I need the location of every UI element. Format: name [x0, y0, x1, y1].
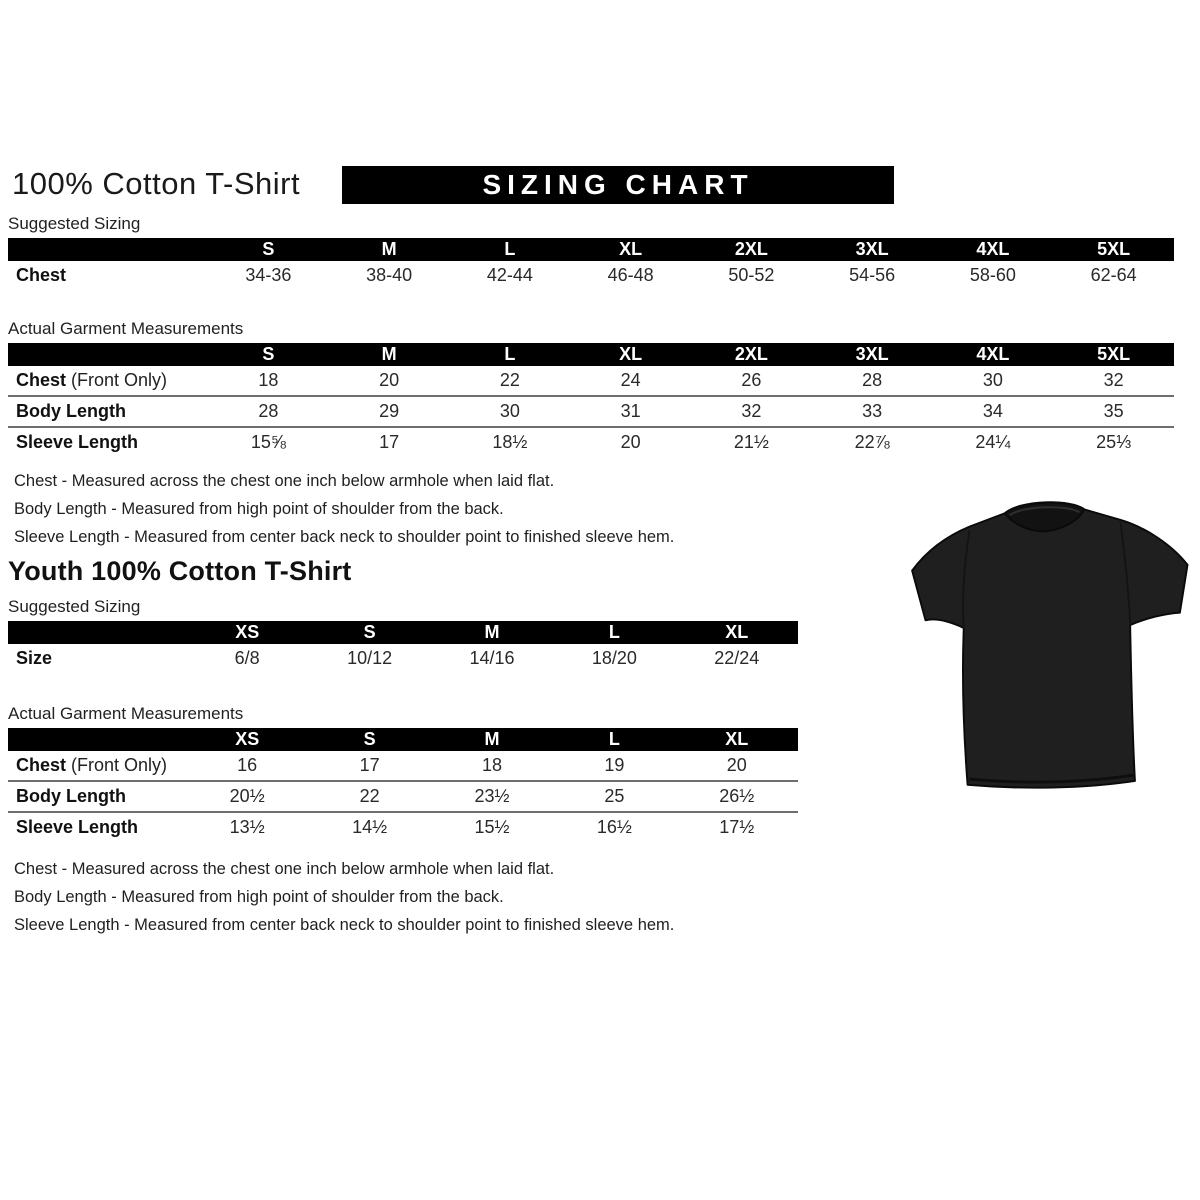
size-column-header: 2XL [691, 343, 812, 366]
measurement-value: 22 [499, 370, 520, 390]
measurement-value: 32 [1103, 370, 1124, 390]
size-column-header: XS [186, 728, 308, 751]
row-label: Body Length [16, 401, 126, 421]
size-header-row [8, 238, 1174, 261]
size-column-header: S [308, 621, 430, 644]
youth-measurements-table [8, 728, 798, 842]
size-column-header: XL [676, 728, 798, 751]
youth-suggested-label: Suggested Sizing [8, 597, 141, 616]
header-spacer [8, 621, 186, 644]
measurement-value: 17 [359, 755, 380, 775]
row-label: Chest [16, 370, 67, 390]
note-chest: Chest - Measured across the chest one inch below armhole when laid flat. [14, 472, 555, 490]
measurement-value: 46-48 [607, 265, 654, 285]
row-label-cell [8, 396, 208, 427]
row-label: Sleeve Length [16, 817, 139, 837]
measurement-value: 31 [620, 401, 641, 421]
size-column-header: XL [570, 238, 691, 261]
measurement-value: 34-36 [245, 265, 292, 285]
measurement-value: 14/16 [469, 648, 515, 668]
measurement-value: 23½ [474, 786, 510, 806]
measurement-value: 26 [741, 370, 762, 390]
size-column-header: 3XL [812, 343, 933, 366]
row-label-cell [8, 812, 186, 842]
table-row [8, 427, 1174, 457]
measurement-value: 33 [862, 401, 883, 421]
measurement-value: 15½ [474, 817, 510, 837]
measurement-value: 18/20 [591, 648, 637, 668]
adult-suggested-label: Suggested Sizing [8, 214, 141, 233]
size-column-header: M [329, 238, 450, 261]
adult-measurements-label: Actual Garment Measurements [8, 319, 244, 338]
measurement-value: 22⅞ [854, 432, 890, 452]
size-column-header: 3XL [812, 238, 933, 261]
measurement-value: 15⅝ [250, 432, 286, 452]
measurement-value: 58-60 [969, 265, 1016, 285]
measurement-value: 17½ [719, 817, 755, 837]
row-label-suffix: (Front Only) [66, 755, 168, 775]
note-chest: Chest - Measured across the chest one inch below armhole when laid flat. [14, 860, 555, 878]
size-column-header: M [431, 728, 553, 751]
row-label: Chest [16, 265, 67, 285]
measurement-value: 62-64 [1090, 265, 1137, 285]
measurement-value: 14½ [352, 817, 388, 837]
size-column-header: S [208, 238, 329, 261]
measurement-value: 30 [982, 370, 1003, 390]
tshirt-product-image [893, 476, 1199, 822]
row-label: Body Length [16, 786, 126, 806]
youth-suggested-table [8, 621, 798, 673]
measurement-value: 22/24 [714, 648, 760, 668]
measurement-value: 16½ [596, 817, 632, 837]
note-sleeve-length: Sleeve Length - Measured from center back neck to shoulder point to finished sleeve hem. [14, 528, 675, 546]
measurement-value: 24¼ [975, 432, 1011, 452]
tshirt-icon [893, 476, 1199, 822]
measurement-value: 50-52 [728, 265, 775, 285]
measurement-value: 18½ [492, 432, 528, 452]
row-label-cell [8, 261, 208, 290]
row-label-cell [8, 781, 186, 812]
size-column-header: L [553, 728, 675, 751]
table-row [8, 366, 1174, 396]
header-spacer [8, 728, 186, 751]
header-spacer [8, 343, 208, 366]
table-row [8, 644, 798, 673]
size-column-header: 4XL [933, 238, 1054, 261]
youth-measurements-label: Actual Garment Measurements [8, 704, 244, 723]
size-column-header: XS [186, 621, 308, 644]
measurement-value: 32 [741, 401, 762, 421]
table-row [8, 751, 798, 781]
size-column-header: L [450, 238, 571, 261]
measurement-value: 28 [862, 370, 883, 390]
size-column-header: S [208, 343, 329, 366]
table-row [8, 396, 1174, 427]
measurement-value: 22 [359, 786, 380, 806]
measurement-value: 20½ [229, 786, 265, 806]
measurement-value: 13½ [229, 817, 265, 837]
measurement-value: 34 [982, 401, 1003, 421]
youth-title: Youth 100% Cotton T-Shirt [8, 556, 352, 586]
measurement-value: 20 [620, 432, 641, 452]
header-row [8, 164, 1174, 208]
size-column-header: XL [676, 621, 798, 644]
table-row [8, 812, 798, 842]
row-label-cell [8, 427, 208, 457]
measurement-value: 54-56 [849, 265, 896, 285]
size-column-header: 4XL [933, 343, 1054, 366]
row-label: Size [16, 648, 53, 668]
row-label-cell [8, 644, 186, 673]
size-column-header: L [450, 343, 571, 366]
measurement-value: 18 [481, 755, 502, 775]
size-column-header: M [431, 621, 553, 644]
size-column-header: M [329, 343, 450, 366]
size-header-row [8, 728, 798, 751]
row-label: Chest [16, 755, 67, 775]
table-row [8, 781, 798, 812]
measurement-value: 25⅓ [1096, 432, 1132, 452]
note-sleeve-length: Sleeve Length - Measured from center back neck to shoulder point to finished sleeve hem. [14, 916, 675, 934]
page-title: 100% Cotton T-Shirt [12, 166, 301, 201]
measurement-value: 29 [379, 401, 400, 421]
size-column-header: 5XL [1053, 343, 1174, 366]
note-body-length: Body Length - Measured from high point of shoulder from the back. [14, 500, 504, 518]
measurement-value: 20 [726, 755, 747, 775]
measurement-value: 25 [604, 786, 625, 806]
measurement-value: 42-44 [486, 265, 533, 285]
row-label-cell [8, 366, 208, 396]
adult-measurements-table [8, 343, 1174, 457]
row-label: Sleeve Length [16, 432, 139, 452]
size-column-header: L [553, 621, 675, 644]
measurement-value: 6/8 [234, 648, 260, 668]
measurement-value: 38-40 [366, 265, 413, 285]
youth-notes [8, 860, 1174, 935]
measurement-value: 30 [499, 401, 520, 421]
size-header-row [8, 343, 1174, 366]
row-label-cell [8, 751, 186, 781]
measurement-value: 20 [379, 370, 400, 390]
measurement-value: 16 [237, 755, 258, 775]
measurement-value: 21½ [733, 432, 769, 452]
size-column-header: 2XL [691, 238, 812, 261]
sizing-chart-banner: SIZING CHART [342, 166, 894, 204]
size-column-header: S [308, 728, 430, 751]
size-column-header: 5XL [1053, 238, 1174, 261]
note-body-length: Body Length - Measured from high point of shoulder from the back. [14, 888, 504, 906]
measurement-value: 28 [258, 401, 279, 421]
size-column-header: XL [570, 343, 691, 366]
measurement-value: 19 [604, 755, 625, 775]
measurement-value: 26½ [719, 786, 755, 806]
measurement-value: 18 [258, 370, 279, 390]
table-row [8, 261, 1174, 290]
measurement-value: 17 [379, 432, 400, 452]
adult-suggested-table [8, 238, 1174, 290]
measurement-value: 24 [620, 370, 641, 390]
row-label-suffix: (Front Only) [66, 370, 168, 390]
header-spacer [8, 238, 208, 261]
measurement-value: 10/12 [347, 648, 393, 668]
measurement-value: 35 [1103, 401, 1124, 421]
size-header-row [8, 621, 798, 644]
